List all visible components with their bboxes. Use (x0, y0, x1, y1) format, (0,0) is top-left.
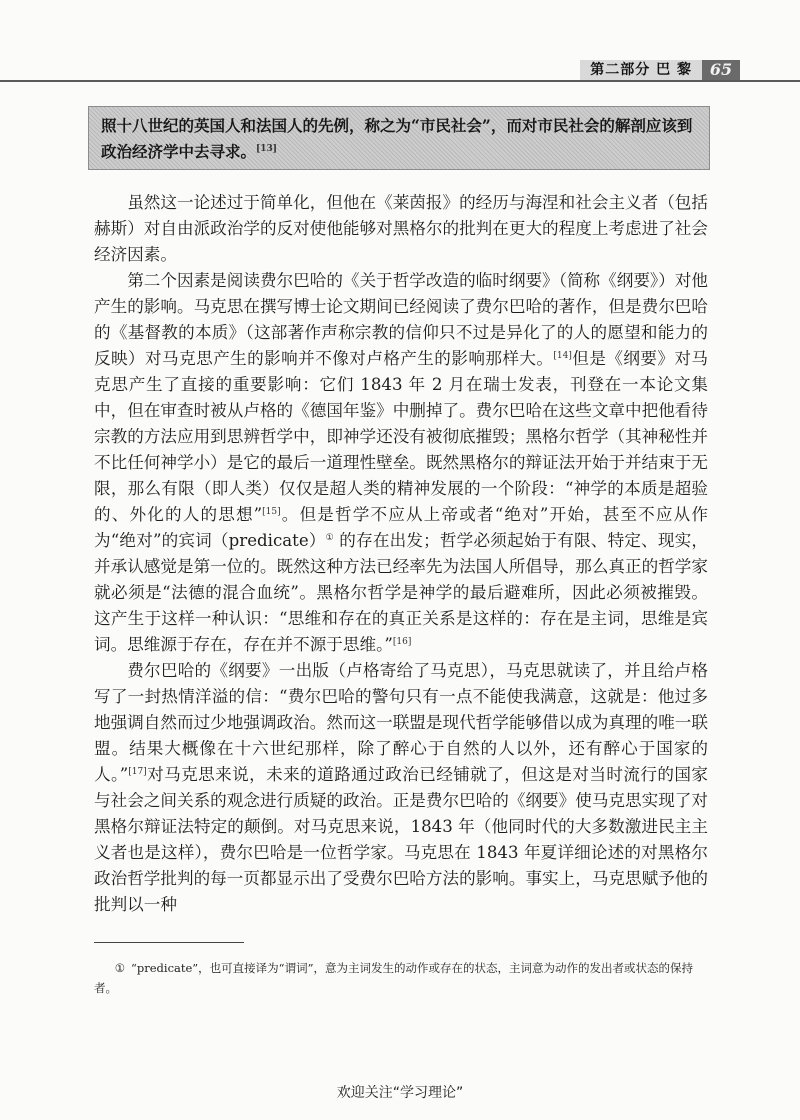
paragraph-3 (94, 658, 708, 918)
paragraph-2 (94, 268, 708, 658)
footnote-mark: ① (114, 961, 125, 975)
citation-14: [14] (553, 351, 572, 361)
citation-17: [17] (128, 767, 147, 777)
paragraph-1: 虽然这一论述过于简单化，但他在《莱茵报》的经历与海涅和社会主义者（包括赫斯）对自由派政治学的反对使他能够对黑格尔的批判在更大的程度上考虑进了社会经济因素。 (94, 193, 708, 264)
running-header-section: 第二部分 巴 黎 (580, 60, 702, 80)
paragraph-2-part-d: 的存在出发；哲学必须起始于有限、特定、现实，并承认感觉是第一位的。既然这种方法已经率先为法国人所倡导，那么真正的哲学家就必须是“法德的混合血统”。黑格尔哲学是神学的最后避难所，因此必须被摧毁。这产生于这样一种认识：“思维和存在的真正关系是这样的：存在是主词，思维是宾词。思维源于存在，存在并不源于思维。” (94, 531, 708, 654)
paragraph-2-part-c: 。但是哲学不应从上帝或者“绝对”开始，甚至不应从作为“绝对”的宾词（predicate） (94, 505, 708, 550)
citation-16: [16] (392, 637, 412, 647)
quote-ref: [13] (256, 144, 278, 154)
watermark-note: 欢迎关注“学习理论” (336, 1085, 464, 1101)
paragraph-3-part-a: 费尔巴哈的《纲要》一出版（卢格寄给了马克思），马克思就读了，并且给卢格写了一封热情洋溢的信：“费尔巴哈的警句只有一点不能使我满意，这就是：他过多地强调自然而过少地强调政治。然而这一联盟是现代哲学能够借以成为真理的唯一联盟。结果大概像在十六世纪那样，除了醉心于自然的人以外，还有醉心于国家的人。” (94, 661, 708, 784)
paragraph-2-part-a: 第二个因素是阅读费尔巴哈的《关于哲学改造的临时纲要》（简称《纲要》）对他产生的影响。马克思在撰写博士论文期间已经阅读了费尔巴哈的著作，但是费尔巴哈的《基督教的本质》（这部著作声称宗教的信仰只不过是异化了的人的愿望和能力的反映）对马克思产生的影响并不像对卢格产生的影响那样大。 (94, 271, 708, 368)
paragraph-2-part-b: 但是《纲要》对马克思产生了直接的重要影响：它们 1843 年 2 月在瑞士发表，刊登在一本论文集中，但在审查时被从卢格的《德国年鉴》中删掉了。费尔巴哈在这些文章中把他看待宗教的方法应用到思辨哲学中，即神学还没有被彻底摧毁；黑格尔哲学（其神秘性并不比任何神学小）是它的最后一道理性壁垒。既然黑格尔的辩证法开始于并结束于无限，那么有限（即人类）仅仅是超人类的精神发展的一个阶段：“神学的本质是超验的、外化的人的思想” (94, 349, 709, 524)
main-text (94, 190, 708, 918)
highlighted-quote (88, 106, 710, 170)
quote-text: 照十八世纪的英国人和法国人的先例，称之为“市民社会”，而对市民社会的解剖应该到政治经济学中去寻求。 (101, 116, 693, 161)
footnote-marker: ① (325, 533, 334, 543)
footnote-text: “predicate”，也可直接译为“谓词”，意为主词发生的动作或存在的状态，主词意为动作的发出者或状态的保持者。 (94, 961, 693, 995)
citation-15: [15] (262, 507, 281, 517)
footnote-divider (94, 942, 244, 943)
paragraph-3-part-b: 对马克思来说，未来的道路通过政治已经铺就了，但这是对当时流行的国家与社会之间关系的观念进行质疑的政治。正是费尔巴哈的《纲要》使马克思实现了对黑格尔辩证法特定的颠倒。对马克思来说，1843 年（他同时代的大多数激进民主主义者也是这样），费尔巴哈是一位哲学家。马克思在 1843 年夏详细论述的对黑格尔政治哲学批判的每一页都显示出了受费尔巴哈方法的影响。事实上，马克思赋予他的批判以一种 (94, 765, 708, 914)
page-number: 65 (702, 60, 740, 80)
footnote (94, 958, 708, 998)
